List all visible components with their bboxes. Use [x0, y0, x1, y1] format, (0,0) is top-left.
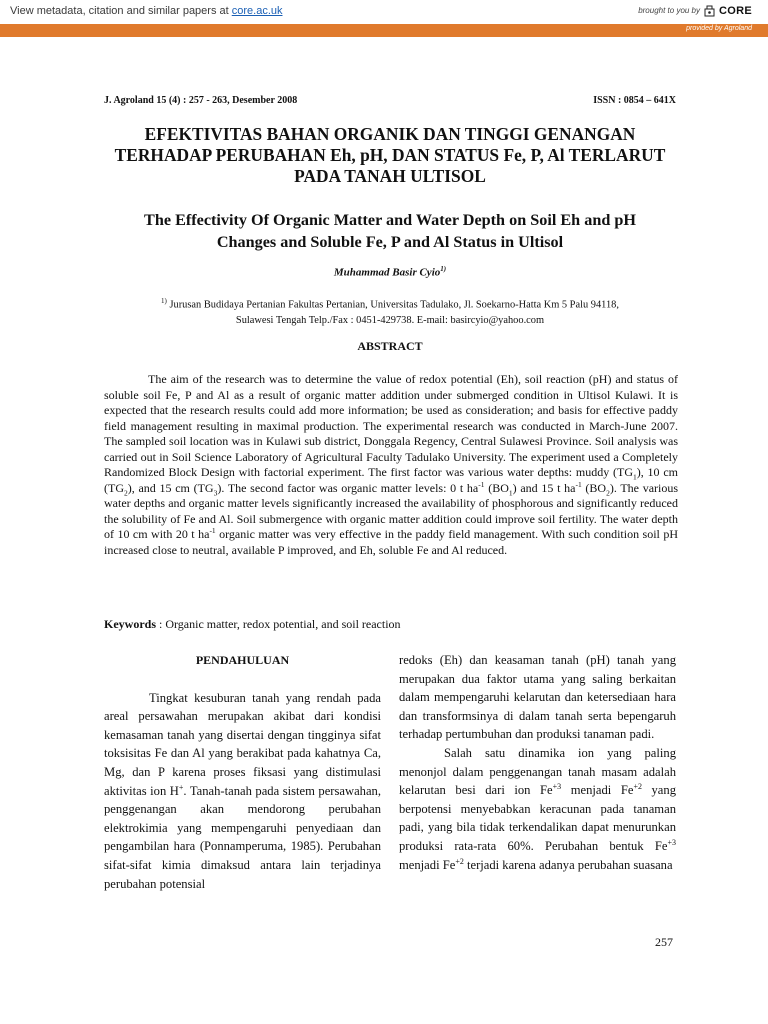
author-name: Muhammad Basir Cyio: [333, 266, 441, 279]
abstract-text: (BO: [581, 480, 607, 495]
core-logo-icon: [704, 4, 715, 17]
body-text: menjadi Fe: [561, 783, 634, 798]
subscript: 2: [124, 487, 128, 497]
title-en-line-2: Changes and Soluble Fe, P and Al Status in Ultisol: [216, 233, 564, 251]
title-indonesian: [90, 124, 690, 187]
journal-citation: J. Agroland 15 (4) : 257 - 263, Desember 2008: [104, 95, 298, 106]
superscript: +: [178, 782, 184, 792]
abstract-text: organic matter was very effective in the paddy field management. With such condition soil pH increased close to neutral, available P improved, and Eh, soluble Fe and Al reduced.: [104, 527, 679, 557]
superscript: -1: [478, 479, 485, 489]
keywords-text: : Organic matter, redox potential, and soil reaction: [156, 617, 401, 631]
body-paragraph: [399, 744, 676, 874]
superscript: +3: [552, 781, 562, 791]
subscript: 3: [213, 487, 218, 497]
subscript: 1: [508, 487, 513, 497]
body-text: yang berpotensi menyebabkan keracunan pada tanaman padi, yang bila tidak terkendalikan dapat menurunkan produksi rata-rata 60%. Perubahan bentuk Fe: [399, 783, 676, 853]
affiliation-line-1: [90, 293, 690, 313]
abstract-text: ). The various water depths and organic matter levels significantly increased the availability of phosphorous and significantly reduced the solubility of Fe and Al. Soil submergence with organic matter addition could improve soil fertility. The water depth of 10 cm with 20 t ha: [104, 480, 679, 541]
superscript: +2: [455, 856, 464, 866]
section-heading: PENDAHULUAN: [195, 653, 290, 667]
title-id-line-1: EFEKTIVITAS BAHAN ORGANIK DAN TINGGI GENANGAN: [144, 124, 636, 144]
journal-header: [104, 95, 676, 106]
author-mark: 1): [440, 265, 447, 273]
body-text: terjadi karena adanya perubahan suasana: [463, 857, 673, 872]
provided-by-text: provided by Agroland: [686, 25, 752, 32]
body-paragraph: [104, 689, 381, 894]
author: [90, 265, 690, 279]
abstract-text: ), 10 cm (TG: [104, 465, 678, 495]
subscript: 1: [633, 472, 637, 482]
superscript: +3: [667, 837, 676, 847]
subscript: 2: [606, 487, 610, 497]
affiliation-line-2: Sulawesi Tengah Telp./Fax : 0451-429738. E-mail: basircyio@yahoo.com: [235, 315, 545, 327]
body-column-right: [399, 651, 676, 874]
keywords: [104, 617, 678, 632]
abstract-heading: ABSTRACT: [357, 339, 423, 353]
abstract-paragraph: [104, 372, 678, 558]
journal-issn: ISSN : 0854 – 641X: [593, 95, 676, 106]
body-column-left: [104, 651, 381, 893]
body-text: menjadi Fe: [399, 857, 456, 872]
title-english: [90, 209, 690, 253]
affiliation: [90, 293, 690, 329]
affiliation-text-1: Jurusan Budidaya Pertanian Fakultas Pertanian, Universitas Tadulako, Jl. Soekarno-Hatta Km 5 Palu 94118,: [166, 299, 619, 311]
core-banner: [0, 0, 768, 25]
abstract-body: [104, 372, 678, 558]
body-text: Salah satu dinamika ion yang paling menonjol dalam penggenangan tanah masam adalah kelarutan besi dari ion Fe: [399, 745, 676, 798]
abstract-text: ) and 15 t ha: [512, 480, 576, 495]
superscript: -1: [209, 526, 216, 535]
core-brought-by[interactable]: [638, 4, 752, 17]
title-id-line-3: PADA TANAH ULTISOL: [294, 166, 486, 186]
affiliation-mark: 1): [161, 297, 167, 305]
provided-by-bar: [0, 24, 768, 37]
title-id-line-2: TERHADAP PERUBAHAN Eh, pH, DAN STATUS Fe, P, Al TERLARUT: [114, 145, 666, 165]
body-paragraph: redoks (Eh) dan keasaman tanah (pH) tanah yang merupakan dua faktor utama yang saling berkaitan dalam mempengaruhi kelarutan dan ketersediaan hara dan transformsinya di dalam tanah serta bepengaruh terhadap pertumbuhan dan produksi tanaman padi.: [399, 653, 676, 742]
abstract-text: The aim of the research was to determine the value of redox potential (Eh), soil reaction (pH) and status of soluble soil Fe, P and Al as a result of organic matter addition under submerged condition in Ultisol Kulawi. It is expected that the research results could add more information; be used as consideration; and basis for effective paddy field management resulting in maximal production. The experimental research was conducted in March-June 2007. The sampled soil location was in Kulawi sub district, Donggala Regency, Central Sulawesi Province. Soil analysis was carried out in Soil Science Laboratory of Agricultural Faculty Tadulako University. The experiment used a Completely Randomized Block Design with factorial experiment. The first factor was various water depths: muddy (TG: [104, 372, 678, 479]
abstract-text: ). The second factor was organic matter levels: 0 t ha: [217, 480, 479, 495]
brought-by-text: brought to you by: [638, 6, 701, 15]
title-en-line-1: The Effectivity Of Organic Matter and Water Depth on Soil Eh and pH: [144, 211, 636, 229]
keywords-label: Keywords: [104, 617, 156, 631]
superscript: -1: [575, 479, 582, 489]
page-number: 257: [655, 935, 673, 949]
abstract-text: ), and 15 cm (TG: [127, 480, 214, 495]
core-brand: CORE: [719, 4, 752, 17]
core-prefix: View metadata, citation and similar papers at: [10, 5, 232, 17]
core-link[interactable]: core.ac.uk: [231, 5, 283, 17]
superscript: +2: [633, 781, 642, 791]
abstract-text: (BO: [484, 480, 509, 495]
body-text: Tingkat kesuburan tanah yang rendah pada areal persawahan merupakan akibat dari kondisi kemasaman tanah yang disertai dengan tingginya sifat toksisitas Fe dan Al yang berakibat pada kahatnya Ca, Mg, dan P karena proses fiksasi yang distimulasi aktivitas ion H: [104, 690, 381, 798]
body-text: . Tanah-tanah pada sistem persawahan, penggenangan akan mendorong perubahan elektrokimia yang mempengaruhi penyediaan dan pengambilan hara (Ponnamperuma, 1985). Perubahan sifat-sifat kimia dimaksud antara lain terjadinya perubahan potensial: [104, 783, 381, 891]
core-metadata-text: [10, 5, 283, 17]
